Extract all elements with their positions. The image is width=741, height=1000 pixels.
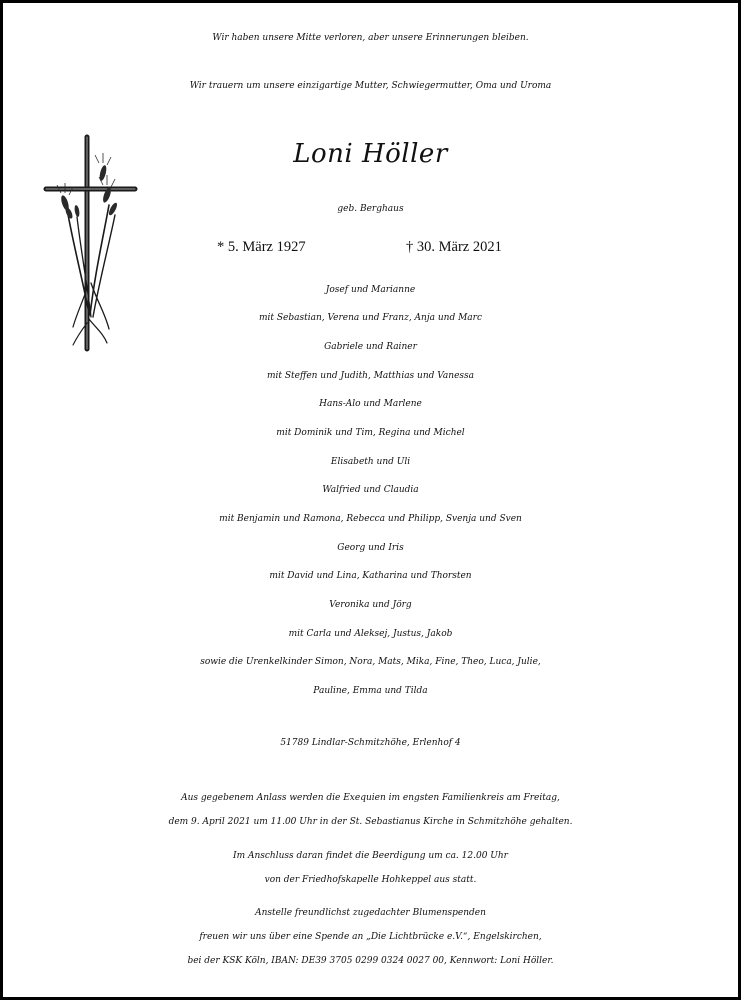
family-line: mit David und Lina, Katharina und Thorsten — [269, 571, 472, 581]
family-line: mit Steffen und Judith, Matthias und Vanessa — [266, 371, 475, 381]
funeral-line: dem 9. April 2021 um 11.00 Uhr in der St. Sebastianus Kirche in Schmitzhöhe gehalten. — [168, 817, 573, 827]
family-line: Josef und Marianne — [325, 285, 416, 295]
family-line: Elisabeth und Uli — [330, 457, 411, 467]
donation-line: Anstelle freundlichst zugedachter Blumenspenden — [255, 908, 486, 918]
family-line: Gabriele und Rainer — [324, 342, 417, 352]
family-line: sowie die Urenkelkinder Simon, Nora, Mats, Mika, Fine, Theo, Luca, Julie, — [200, 657, 541, 667]
burial-line: Im Anschluss daran findet die Beerdigung um ca. 12.00 Uhr — [233, 851, 508, 861]
family-line: Veronika und Jörg — [329, 600, 412, 610]
family-line: mit Sebastian, Verena und Franz, Anja und Marc — [259, 313, 482, 323]
birth-date: * 5. März 1927 — [217, 239, 306, 255]
family-line: Walfried und Claudia — [322, 485, 419, 495]
maiden-name: geb. Berghaus — [337, 204, 404, 214]
family-line: Pauline, Emma und Tilda — [313, 686, 428, 696]
family-line: Hans-Alo und Marlene — [319, 399, 422, 409]
address: 51789 Lindlar-Schmitzhöhe, Erlenhof 4 — [280, 738, 461, 748]
donation-line: freuen wir uns über eine Spende an „Die Lichtbrücke e.V.“, Engelskirchen, — [199, 932, 542, 942]
donation-line: bei der KSK Köln, IBAN: DE39 3705 0299 0324 0027 00, Kennwort: Loni Höller. — [187, 956, 554, 966]
family-line: Georg und Iris — [337, 543, 404, 553]
family-line: mit Benjamin und Ramona, Rebecca und Philipp, Svenja und Sven — [219, 514, 522, 524]
family-line: mit Dominik und Tim, Regina und Michel — [276, 428, 465, 438]
deceased-name: Loni Höller — [293, 139, 448, 169]
burial-line: von der Friedhofskapelle Hohkeppel aus statt. — [264, 875, 477, 885]
death-date: † 30. März 2021 — [406, 239, 502, 255]
intro-line: Wir haben unsere Mitte verloren, aber unsere Erinnerungen bleiben. — [212, 33, 529, 43]
family-line: mit Carla und Aleksej, Justus, Jakob — [288, 629, 453, 639]
intro-line: Wir trauern um unsere einzigartige Mutter, Schwiegermutter, Oma und Uroma — [189, 81, 552, 91]
funeral-line: Aus gegebenem Anlass werden die Exequien im engsten Familienkreis am Freitag, — [181, 793, 560, 803]
